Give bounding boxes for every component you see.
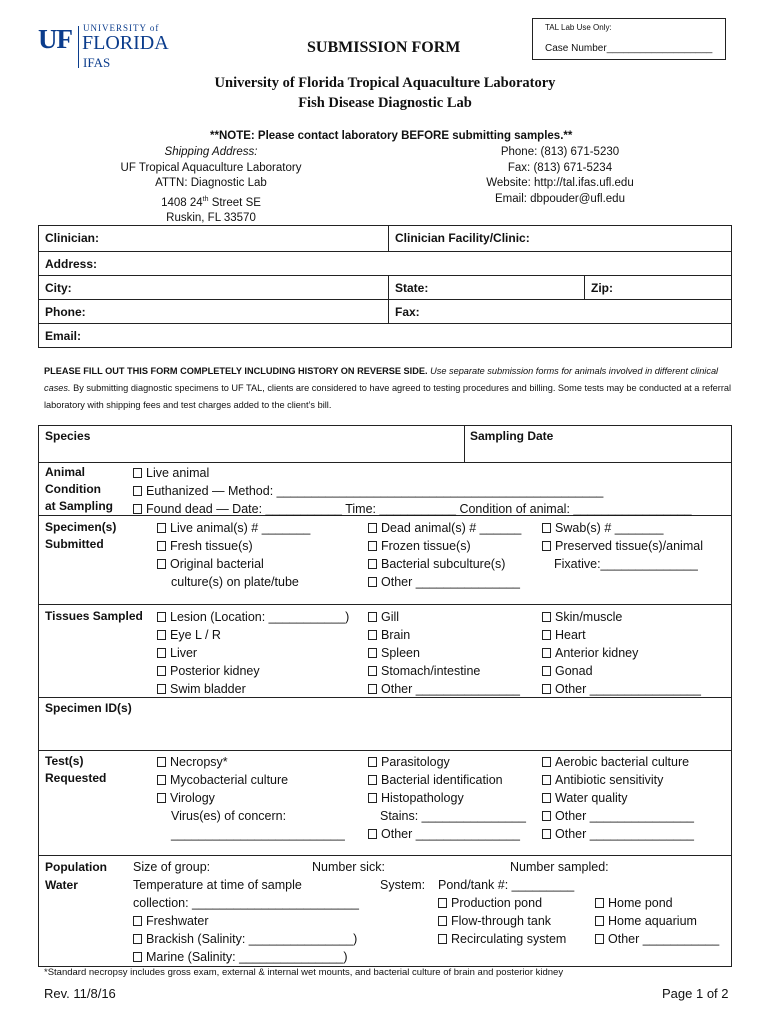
- shipping-line4: Ruskin, FL 33570: [166, 211, 256, 224]
- live-animal-checkbox[interactable]: Live animal: [133, 464, 692, 482]
- fixative-field[interactable]: Fixative:______________: [554, 557, 698, 571]
- specimen-option[interactable]: Live animal(s) # _______: [157, 519, 310, 537]
- specimen-option[interactable]: Swab(s) # _______: [542, 519, 703, 537]
- water-type-option[interactable]: Brackish (Salinity: _______________): [133, 930, 359, 948]
- number-sampled-field[interactable]: Number sampled:: [510, 860, 609, 874]
- specimens-col3: [542, 519, 703, 573]
- specimens-col1: [157, 519, 310, 591]
- test-option[interactable]: Necropsy*: [157, 753, 345, 771]
- test-option[interactable]: Other _______________: [368, 825, 526, 843]
- logo-ifas: IFAS: [83, 55, 111, 70]
- specimen-option[interactable]: Frozen tissue(s): [368, 537, 521, 555]
- tissue-option[interactable]: Other _______________: [368, 680, 520, 698]
- number-sick-field[interactable]: Number sick:: [312, 860, 385, 874]
- zip-field[interactable]: Zip:: [585, 276, 732, 300]
- tests-col3: [542, 753, 694, 843]
- contact-email[interactable]: Email: dbpouder@ufl.edu: [495, 192, 625, 205]
- shipping-line3: 1408 24th Street SE: [161, 195, 261, 209]
- tissue-option[interactable]: Stomach/intestine: [368, 662, 520, 680]
- specimen-ids-field[interactable]: Specimen ID(s): [45, 701, 132, 715]
- system-label: System:: [380, 878, 426, 892]
- system-option[interactable]: Home pond: [595, 894, 719, 912]
- city-field[interactable]: City:: [39, 276, 389, 300]
- form-title: SUBMISSION FORM: [307, 39, 461, 56]
- contact-phone: Phone: (813) 671-5230: [500, 146, 620, 158]
- instructions-italic: Use separate submission forms for animals involved in different clinical cases.: [44, 366, 719, 393]
- test-option[interactable]: Other _______________: [542, 825, 694, 843]
- system-option[interactable]: Flow-through tank: [438, 912, 574, 930]
- contact-website[interactable]: Website: http://tal.ifas.ufl.edu: [486, 177, 634, 189]
- water-type-option[interactable]: Marine (Salinity: _______________): [133, 948, 359, 966]
- logo-uf: UF: [38, 24, 72, 54]
- uf-logo: [38, 22, 178, 72]
- tissues-col2: [368, 608, 520, 698]
- address-field[interactable]: Address:: [39, 252, 732, 276]
- water-type-option[interactable]: Freshwater: [133, 912, 359, 930]
- test-option[interactable]: Bacterial identification: [368, 771, 526, 789]
- lab-use-box: [532, 18, 726, 60]
- system-option[interactable]: Other ___________: [595, 930, 719, 948]
- contact-fax: Fax: (813) 671-5234: [507, 161, 613, 174]
- footnote: *Standard necropsy includes gross exam, external & internal wet mounts, and bacterial culture of brain and posterior kidney: [44, 967, 564, 978]
- tissue-option[interactable]: Eye L / R: [157, 626, 349, 644]
- lab-heading-line2: Fish Disease Diagnostic Lab: [298, 95, 472, 111]
- tissues-col3: [542, 608, 701, 698]
- specimen-option[interactable]: Bacterial subculture(s): [368, 555, 521, 573]
- state-field[interactable]: State:: [389, 276, 585, 300]
- logo-divider: [78, 26, 79, 68]
- lab-heading-line1: University of Florida Tropical Aquaculture Laboratory: [214, 75, 556, 91]
- animal-condition-label: Animal Condition at Sampling: [45, 465, 114, 513]
- specimen-option[interactable]: Preserved tissue(s)/animal: [542, 537, 703, 555]
- system-col2: [595, 894, 719, 948]
- tissues-col1: [157, 608, 349, 698]
- specimen-option[interactable]: Fresh tissue(s): [157, 537, 310, 555]
- temperature-field[interactable]: collection: ________________________: [133, 896, 359, 910]
- lab-use-label: TAL Lab Use Only:: [545, 23, 612, 32]
- temperature-label: Temperature at time of sample: [133, 878, 302, 892]
- logo-university-of: UNIVERSITY of: [83, 23, 160, 33]
- fax-field[interactable]: Fax:: [389, 300, 732, 324]
- shipping-title: Shipping Address:: [164, 146, 258, 158]
- animal-condition-options: [133, 464, 692, 518]
- water-label: Water: [45, 878, 78, 892]
- tissue-option[interactable]: Liver: [157, 644, 349, 662]
- email-field[interactable]: Email:: [39, 324, 732, 348]
- virus-field[interactable]: _________________________: [171, 827, 345, 841]
- client-info-table: [38, 225, 732, 348]
- case-number-field[interactable]: Case Number___________________: [545, 43, 713, 54]
- population-label: Population: [45, 860, 107, 874]
- instructions-rest: By submitting diagnostic specimens to UF TAL, clients are considered to have agreed to testing procedures and billing. Some tests may be conducted at a referral laboratory with shipping fees and test charges added to the client’s bill.: [44, 383, 732, 410]
- test-option[interactable]: Water quality: [542, 789, 694, 807]
- test-option[interactable]: Aerobic bacterial culture: [542, 753, 694, 771]
- tissue-option[interactable]: Posterior kidney: [157, 662, 349, 680]
- tissue-option[interactable]: Other ________________: [542, 680, 701, 698]
- virus-label: Virus(es) of concern:: [171, 809, 287, 823]
- tissue-option[interactable]: Spleen: [368, 644, 520, 662]
- revision: Rev. 11/8/16: [44, 986, 116, 1001]
- specimen-option[interactable]: Original bacterial: [157, 555, 310, 573]
- tissue-option[interactable]: Brain: [368, 626, 520, 644]
- specimen-option[interactable]: Dead animal(s) # ______: [368, 519, 521, 537]
- tissue-option[interactable]: Anterior kidney: [542, 644, 701, 662]
- system-option[interactable]: Home aquarium: [595, 912, 719, 930]
- stains-field[interactable]: Stains: _______________: [380, 809, 526, 823]
- tissue-option[interactable]: Skin/muscle: [542, 608, 701, 626]
- system-option[interactable]: Recirculating system: [438, 930, 574, 948]
- group-size-field[interactable]: Size of group:: [133, 860, 211, 874]
- test-option[interactable]: Virology: [157, 789, 345, 807]
- contact-info: [440, 145, 680, 207]
- specimen-option-cont: culture(s) on plate/tube: [171, 575, 299, 589]
- test-option[interactable]: Antibiotic sensitivity: [542, 771, 694, 789]
- specimen-option[interactable]: Other _______________: [368, 573, 521, 591]
- specimens-col2: [368, 519, 521, 591]
- euthanized-checkbox[interactable]: Euthanized — Method: _______________________________________________: [133, 482, 692, 500]
- tests-col1: [157, 753, 345, 843]
- instructions-bold: PLEASE FILL OUT THIS FORM COMPLETELY INCLUDING HISTORY ON REVERSE SIDE.: [44, 366, 428, 376]
- phone-field[interactable]: Phone:: [39, 300, 389, 324]
- shipping-line1: UF Tropical Aquaculture Laboratory: [120, 161, 302, 174]
- tissues-label: Tissues Sampled: [45, 609, 143, 623]
- facility-field[interactable]: Clinician Facility/Clinic:: [389, 226, 732, 252]
- test-option[interactable]: Parasitology: [368, 753, 526, 771]
- contact-note: **NOTE: Please contact laboratory BEFORE submitting samples.**: [210, 130, 573, 142]
- species-field[interactable]: Species: [45, 429, 91, 443]
- found-dead-checkbox[interactable]: Found dead — Date: ___________ Time: ___________ Condition of animal: _________________: [133, 500, 692, 518]
- tissue-option[interactable]: Heart: [542, 626, 701, 644]
- shipping-address: [118, 145, 304, 226]
- test-option[interactable]: Other _______________: [542, 807, 694, 825]
- instructions: [44, 363, 734, 414]
- tissue-option[interactable]: Lesion (Location: ___________): [157, 608, 349, 626]
- system-option[interactable]: Production pond: [438, 894, 574, 912]
- specimens-label: Specimen(s) Submitted: [45, 520, 117, 551]
- tests-label: Test(s) Requested: [45, 754, 107, 785]
- water-col1: [133, 876, 359, 966]
- tissue-option[interactable]: Swim bladder: [157, 680, 349, 698]
- sampling-date-field[interactable]: Sampling Date: [470, 429, 554, 443]
- tissue-option[interactable]: Gonad: [542, 662, 701, 680]
- tests-col2: [368, 753, 526, 843]
- logo-florida: FLORIDA: [82, 32, 169, 54]
- pond-tank-field[interactable]: Pond/tank #: _________: [438, 878, 575, 892]
- clinician-field[interactable]: Clinician:: [39, 226, 389, 252]
- test-option[interactable]: Histopathology: [368, 789, 526, 807]
- shipping-line2: ATTN: Diagnostic Lab: [155, 177, 267, 189]
- page-number: Page 1 of 2: [662, 986, 729, 1001]
- system-col1: [438, 876, 574, 948]
- test-option[interactable]: Mycobacterial culture: [157, 771, 345, 789]
- tissue-option[interactable]: Gill: [368, 608, 520, 626]
